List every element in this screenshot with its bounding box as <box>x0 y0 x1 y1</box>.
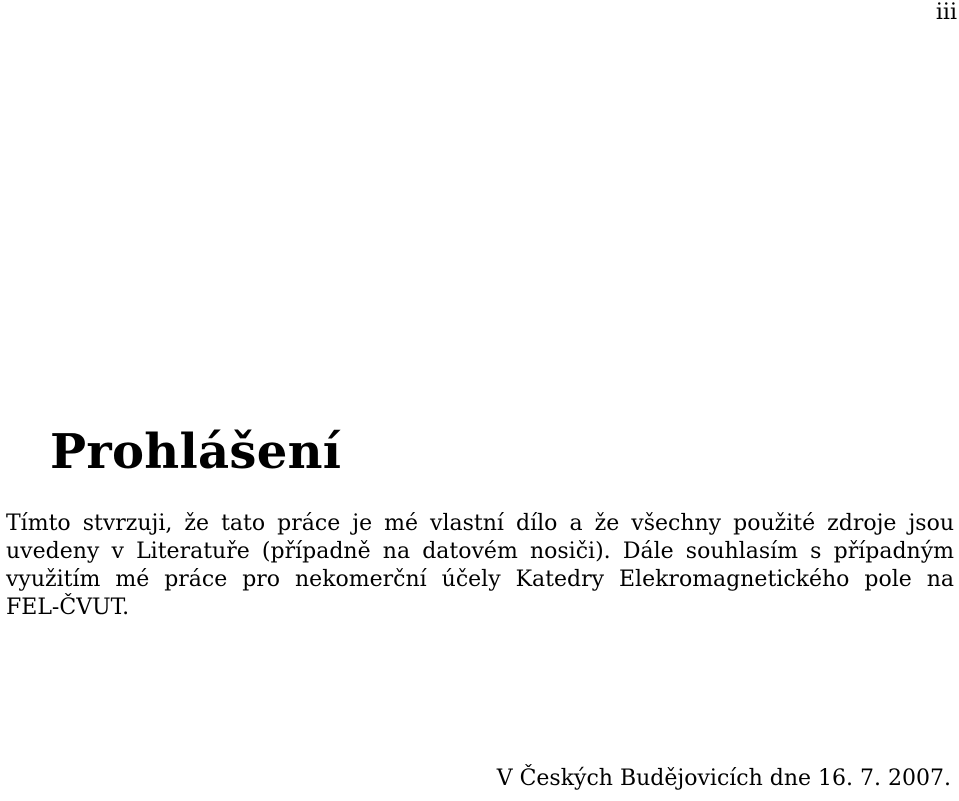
paragraph-line: FEL-ČVUT. <box>6 595 130 620</box>
paragraph-line: Tímto stvrzuji, že tato práce je mé vlastní dílo a že všechny použité zdroje jsou <box>6 511 954 536</box>
page-number: iii <box>935 0 957 25</box>
declaration-paragraph <box>6 510 954 622</box>
paragraph-line: uvedeny v Literatuře (případně na datovém nosiči). Dále souhlasím s případným <box>6 539 954 564</box>
place-and-date: V Českých Budějovicích dne 16. 7. 2007. <box>496 766 951 791</box>
paragraph-line: využitím mé práce pro nekomerční účely Katedry Elekromagnetického pole na <box>6 567 954 592</box>
page-title: Prohlášení <box>50 424 342 480</box>
